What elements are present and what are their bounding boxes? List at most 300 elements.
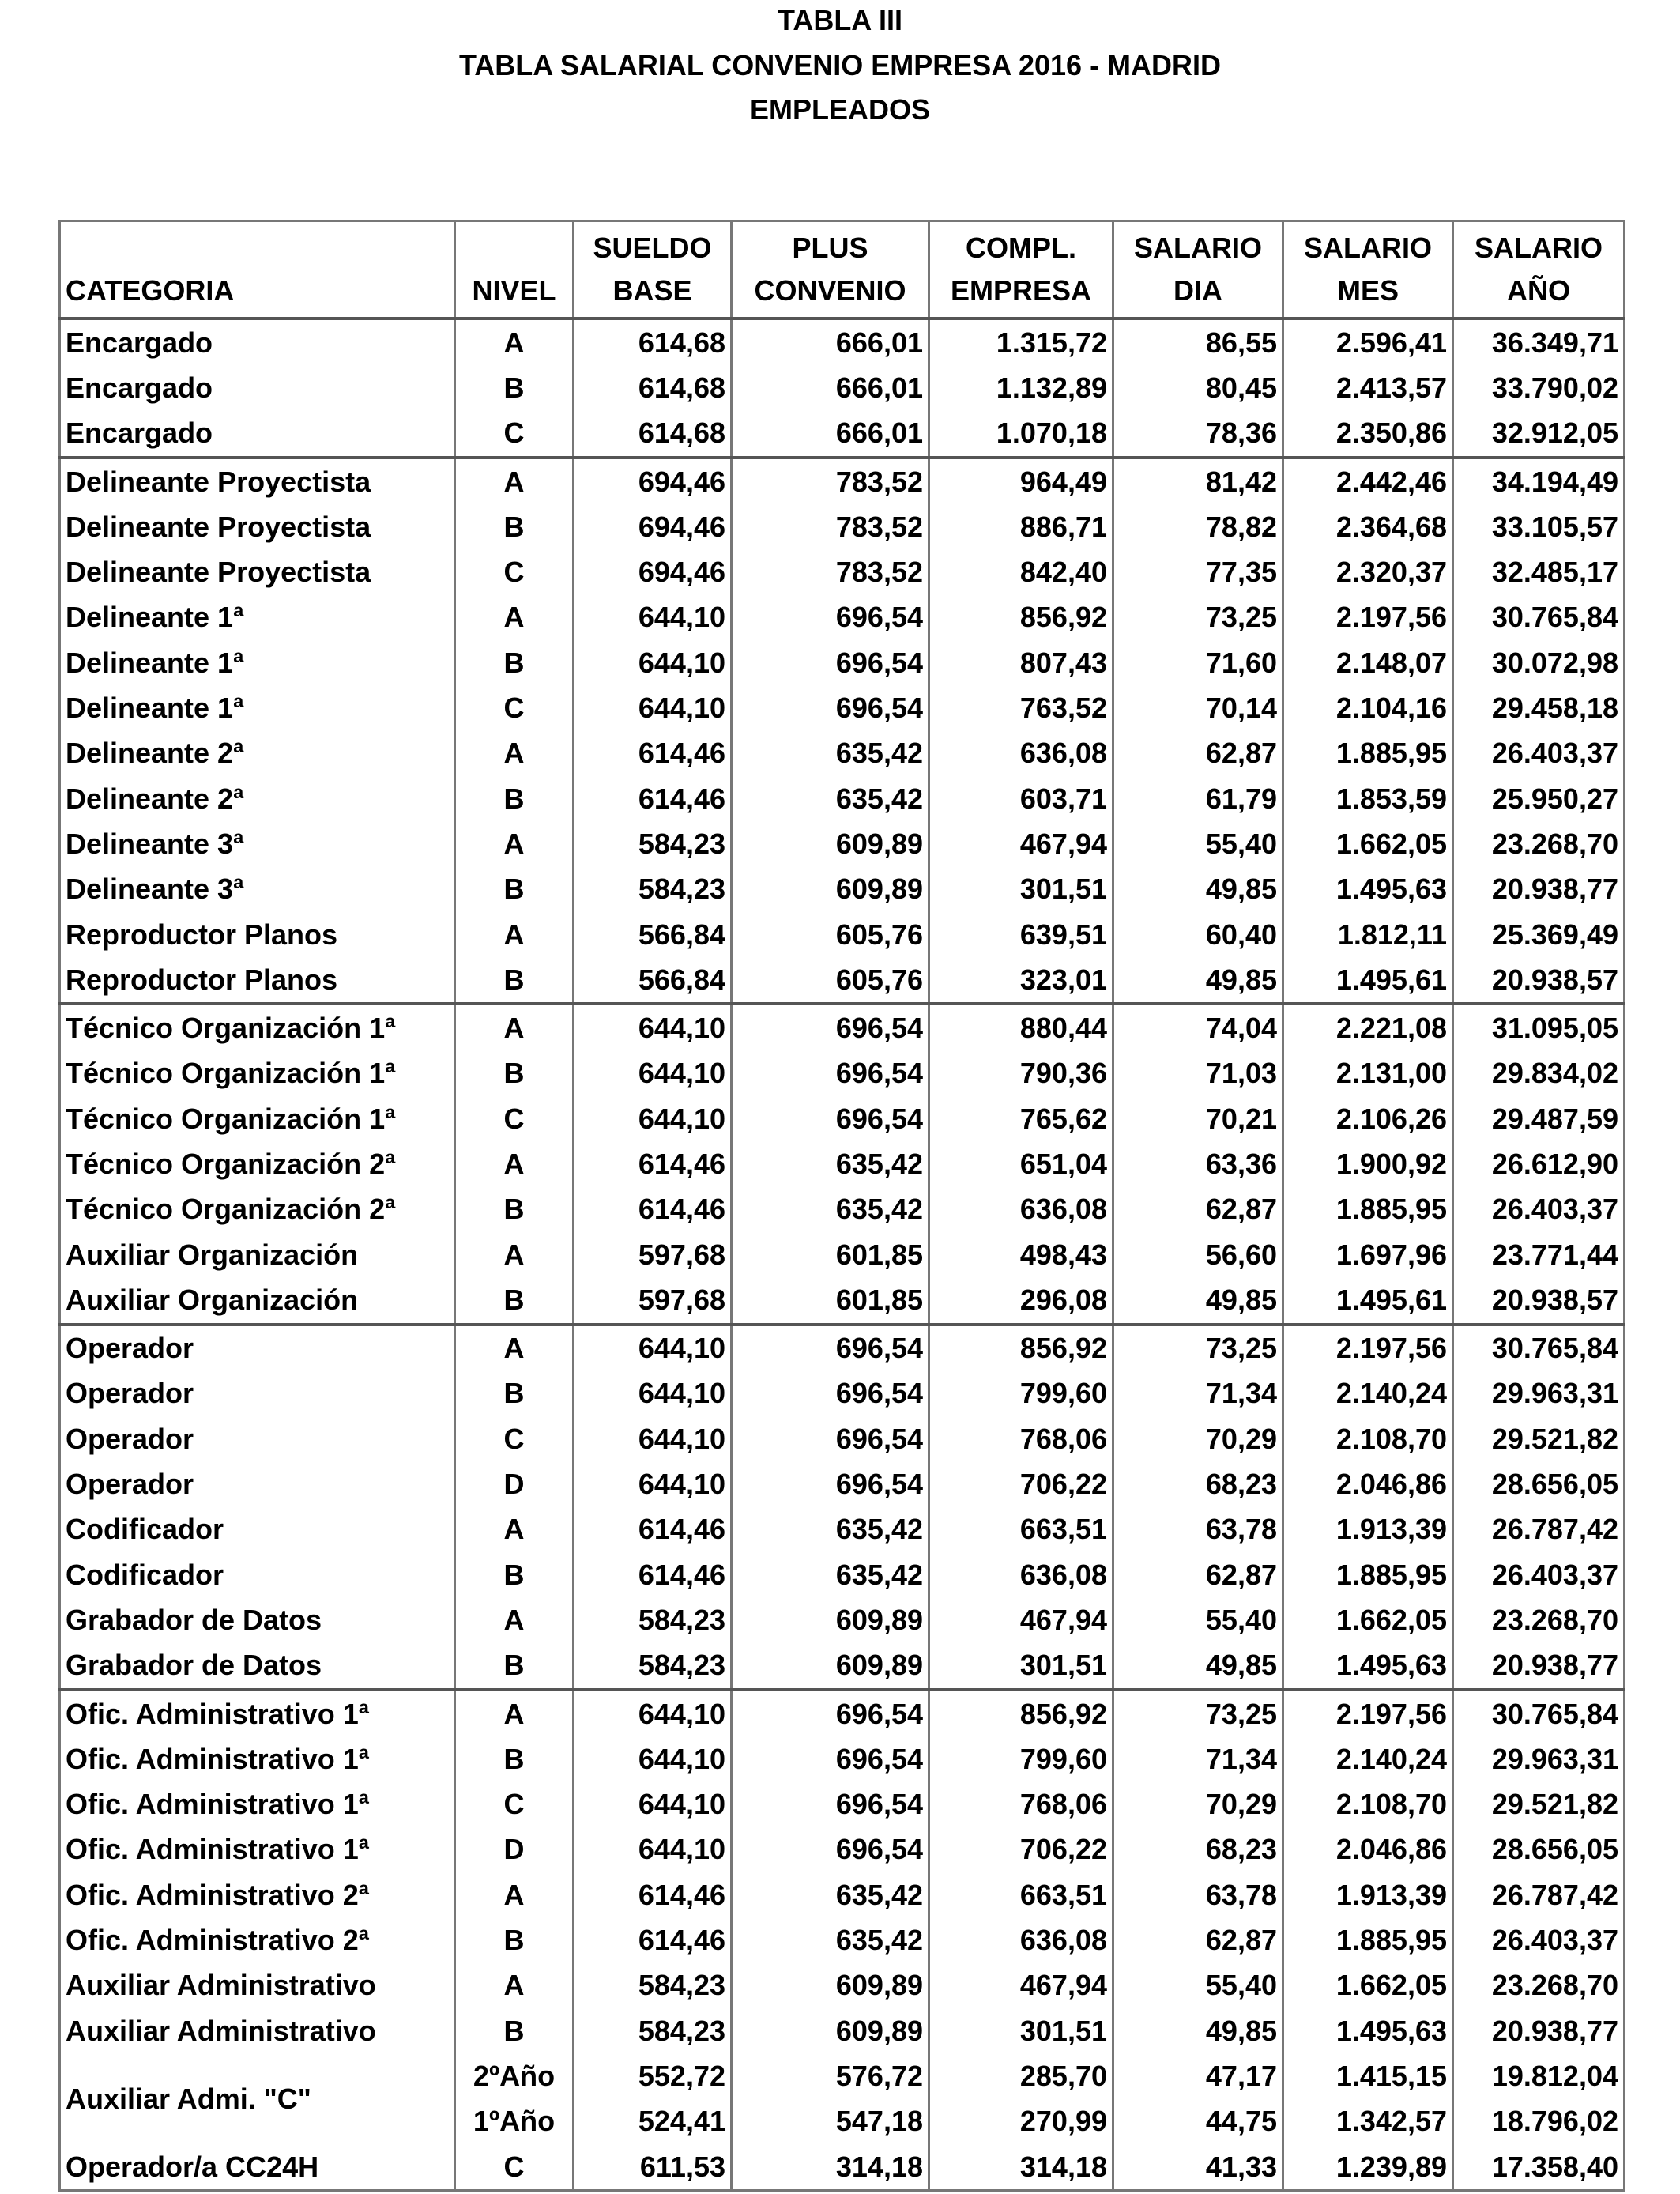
cell-salario-mes: 1.662,05 — [1283, 821, 1453, 866]
cell-plus-convenio: 635,42 — [732, 1141, 929, 1186]
cell-salario-ano: 29.963,31 — [1453, 1371, 1625, 1416]
cell-salario-mes: 1.495,63 — [1283, 867, 1453, 912]
cell-compl-empresa: 651,04 — [929, 1141, 1113, 1186]
cell-salario-dia: 86,55 — [1113, 319, 1283, 365]
cell-sueldo-base: 644,10 — [574, 1416, 732, 1461]
cell-salario-mes: 2.364,68 — [1283, 504, 1453, 549]
document-subtitle: TABLA SALARIAL CONVENIO EMPRESA 2016 - MADRID — [458, 49, 1222, 81]
table-row — [60, 640, 1625, 685]
cell-categoria: Operador — [60, 1461, 455, 1506]
cell-compl-empresa: 706,22 — [929, 1827, 1113, 1872]
cell-salario-mes: 2.320,37 — [1283, 549, 1453, 594]
cell-salario-mes: 1.913,39 — [1283, 1507, 1453, 1552]
cell-salario-mes: 2.140,24 — [1283, 1736, 1453, 1781]
cell-salario-mes: 2.221,08 — [1283, 1004, 1453, 1050]
cell-salario-ano: 23.771,44 — [1453, 1232, 1625, 1277]
table-row — [60, 2144, 1625, 2191]
cell-salario-mes: 2.197,56 — [1283, 1690, 1453, 1736]
cell-salario-mes: 1.885,95 — [1283, 1917, 1453, 1962]
cell-salario-mes: 1.495,63 — [1283, 1643, 1453, 1690]
table-row — [60, 867, 1625, 912]
cell-salario-ano: 19.812,04 — [1453, 2053, 1625, 2098]
cell-plus-convenio: 696,54 — [732, 1371, 929, 1416]
cell-nivel: C — [455, 549, 574, 594]
cell-categoria: Delineante 2ª — [60, 731, 455, 776]
cell-compl-empresa: 323,01 — [929, 957, 1113, 1004]
cell-plus-convenio: 696,54 — [732, 1461, 929, 1506]
cell-sueldo-base: 611,53 — [574, 2144, 732, 2191]
cell-salario-mes: 1.495,61 — [1283, 1277, 1453, 1324]
cell-compl-empresa: 1.315,72 — [929, 319, 1113, 365]
cell-plus-convenio: 696,54 — [732, 640, 929, 685]
cell-plus-convenio: 635,42 — [732, 1552, 929, 1597]
table-row — [60, 2053, 1625, 2098]
cell-nivel: B — [455, 2008, 574, 2053]
cell-sueldo-base: 524,41 — [574, 2099, 732, 2144]
cell-salario-mes: 1.495,63 — [1283, 2008, 1453, 2053]
cell-salario-dia: 63,78 — [1113, 1507, 1283, 1552]
cell-nivel: B — [455, 867, 574, 912]
cell-plus-convenio: 635,42 — [732, 1507, 929, 1552]
cell-salario-dia: 55,40 — [1113, 1963, 1283, 2008]
cell-salario-dia: 47,17 — [1113, 2053, 1283, 2098]
cell-compl-empresa: 467,94 — [929, 1963, 1113, 2008]
cell-plus-convenio: 609,89 — [732, 1597, 929, 1642]
cell-salario-mes: 1.239,89 — [1283, 2144, 1453, 2191]
table-row — [60, 1872, 1625, 1917]
cell-salario-mes: 1.662,05 — [1283, 1597, 1453, 1642]
cell-salario-mes: 1.342,57 — [1283, 2099, 1453, 2144]
cell-categoria: Auxiliar Organización — [60, 1232, 455, 1277]
cell-salario-dia: 70,29 — [1113, 1416, 1283, 1461]
cell-salario-mes: 2.140,24 — [1283, 1371, 1453, 1416]
cell-plus-convenio: 609,89 — [732, 1643, 929, 1690]
cell-nivel: A — [455, 912, 574, 957]
cell-categoria: Delineante 3ª — [60, 821, 455, 866]
cell-nivel: A — [455, 1872, 574, 1917]
cell-salario-dia: 68,23 — [1113, 1461, 1283, 1506]
cell-sueldo-base: 644,10 — [574, 1096, 732, 1141]
header-categoria: CATEGORIA — [60, 221, 455, 319]
cell-nivel: C — [455, 2144, 574, 2191]
cell-nivel: A — [455, 1690, 574, 1736]
table-row — [60, 1552, 1625, 1597]
cell-salario-dia: 62,87 — [1113, 1917, 1283, 1962]
cell-plus-convenio: 601,85 — [732, 1232, 929, 1277]
cell-compl-empresa: 799,60 — [929, 1736, 1113, 1781]
cell-salario-dia: 56,60 — [1113, 1232, 1283, 1277]
table-row — [60, 504, 1625, 549]
cell-plus-convenio: 696,54 — [732, 1690, 929, 1736]
cell-categoria: Delineante 1ª — [60, 685, 455, 730]
cell-salario-ano: 20.938,57 — [1453, 957, 1625, 1004]
cell-sueldo-base: 614,68 — [574, 319, 732, 365]
cell-nivel: B — [455, 957, 574, 1004]
header-sueldo-base: SUELDO BASE — [574, 221, 732, 319]
cell-salario-ano: 33.790,02 — [1453, 365, 1625, 410]
cell-sueldo-base: 614,46 — [574, 1187, 732, 1232]
cell-categoria: Grabador de Datos — [60, 1643, 455, 1690]
table-row — [60, 685, 1625, 730]
cell-compl-empresa: 636,08 — [929, 1552, 1113, 1597]
cell-salario-ano: 26.403,37 — [1453, 1187, 1625, 1232]
cell-plus-convenio: 635,42 — [732, 776, 929, 821]
cell-salario-mes: 2.108,70 — [1283, 1416, 1453, 1461]
cell-compl-empresa: 768,06 — [929, 1782, 1113, 1827]
cell-sueldo-base: 644,10 — [574, 1782, 732, 1827]
cell-nivel: A — [455, 458, 574, 504]
cell-salario-dia: 62,87 — [1113, 1552, 1283, 1597]
cell-salario-dia: 68,23 — [1113, 1827, 1283, 1872]
cell-plus-convenio: 635,42 — [732, 1872, 929, 1917]
cell-plus-convenio: 696,54 — [732, 1325, 929, 1371]
cell-salario-dia: 78,36 — [1113, 411, 1283, 458]
cell-plus-convenio: 547,18 — [732, 2099, 929, 2144]
cell-nivel: A — [455, 731, 574, 776]
table-row — [60, 1643, 1625, 1690]
cell-salario-mes: 2.046,86 — [1283, 1827, 1453, 1872]
cell-compl-empresa: 807,43 — [929, 640, 1113, 685]
cell-categoria: Técnico Organización 2ª — [60, 1187, 455, 1232]
cell-salario-ano: 30.072,98 — [1453, 640, 1625, 685]
cell-nivel: A — [455, 1232, 574, 1277]
cell-nivel: C — [455, 1782, 574, 1827]
table-row — [60, 1827, 1625, 1872]
cell-plus-convenio: 696,54 — [732, 1782, 929, 1827]
cell-plus-convenio: 635,42 — [732, 1917, 929, 1962]
cell-sueldo-base: 584,23 — [574, 867, 732, 912]
cell-salario-dia: 70,29 — [1113, 1782, 1283, 1827]
cell-salario-ano: 30.765,84 — [1453, 595, 1625, 640]
cell-salario-dia: 44,75 — [1113, 2099, 1283, 2144]
cell-salario-mes: 2.148,07 — [1283, 640, 1453, 685]
cell-plus-convenio: 696,54 — [732, 685, 929, 730]
cell-nivel: C — [455, 685, 574, 730]
cell-sueldo-base: 614,46 — [574, 1917, 732, 1962]
table-row — [60, 1782, 1625, 1827]
cell-salario-dia: 49,85 — [1113, 1643, 1283, 1690]
cell-nivel: B — [455, 1917, 574, 1962]
cell-salario-mes: 2.106,26 — [1283, 1096, 1453, 1141]
cell-salario-mes: 2.197,56 — [1283, 1325, 1453, 1371]
cell-salario-ano: 25.369,49 — [1453, 912, 1625, 957]
cell-plus-convenio: 696,54 — [732, 1004, 929, 1050]
cell-plus-convenio: 696,54 — [732, 1736, 929, 1781]
table-row — [60, 411, 1625, 458]
cell-categoria: Técnico Organización 1ª — [60, 1096, 455, 1141]
cell-plus-convenio: 696,54 — [732, 1051, 929, 1096]
cell-salario-dia: 55,40 — [1113, 821, 1283, 866]
cell-categoria: Delineante Proyectista — [60, 504, 455, 549]
cell-salario-ano: 29.963,31 — [1453, 1736, 1625, 1781]
cell-salario-dia: 60,40 — [1113, 912, 1283, 957]
cell-compl-empresa: 842,40 — [929, 549, 1113, 594]
cell-salario-dia: 71,03 — [1113, 1051, 1283, 1096]
cell-salario-ano: 36.349,71 — [1453, 319, 1625, 365]
cell-plus-convenio: 609,89 — [732, 821, 929, 866]
cell-nivel: C — [455, 1096, 574, 1141]
table-row — [60, 1690, 1625, 1736]
cell-compl-empresa: 314,18 — [929, 2144, 1113, 2191]
table-body — [60, 319, 1625, 2191]
cell-categoria: Ofic. Administrativo 1ª — [60, 1690, 455, 1736]
cell-salario-ano: 34.194,49 — [1453, 458, 1625, 504]
table-row — [60, 365, 1625, 410]
salary-table — [58, 220, 1625, 2192]
cell-sueldo-base: 614,46 — [574, 731, 732, 776]
document-section-title: EMPLEADOS — [749, 93, 931, 126]
cell-plus-convenio: 696,54 — [732, 1096, 929, 1141]
cell-plus-convenio: 783,52 — [732, 458, 929, 504]
cell-nivel: B — [455, 1643, 574, 1690]
cell-categoria: Técnico Organización 1ª — [60, 1051, 455, 1096]
cell-salario-mes: 1.885,95 — [1283, 731, 1453, 776]
cell-sueldo-base: 644,10 — [574, 1736, 732, 1781]
cell-nivel: B — [455, 776, 574, 821]
table-row — [60, 1051, 1625, 1096]
cell-compl-empresa: 856,92 — [929, 1325, 1113, 1371]
table-row — [60, 1004, 1625, 1050]
cell-compl-empresa: 886,71 — [929, 504, 1113, 549]
cell-salario-mes: 1.662,05 — [1283, 1963, 1453, 2008]
cell-plus-convenio: 783,52 — [732, 549, 929, 594]
cell-plus-convenio: 696,54 — [732, 1827, 929, 1872]
cell-salario-dia: 49,85 — [1113, 867, 1283, 912]
cell-plus-convenio: 696,54 — [732, 595, 929, 640]
cell-compl-empresa: 636,08 — [929, 731, 1113, 776]
cell-salario-dia: 63,36 — [1113, 1141, 1283, 1186]
cell-salario-dia: 71,34 — [1113, 1371, 1283, 1416]
cell-salario-ano: 26.787,42 — [1453, 1872, 1625, 1917]
cell-salario-ano: 20.938,57 — [1453, 1277, 1625, 1324]
cell-salario-dia: 73,25 — [1113, 595, 1283, 640]
table-row — [60, 1963, 1625, 2008]
cell-categoria: Encargado — [60, 411, 455, 458]
cell-sueldo-base: 614,46 — [574, 1507, 732, 1552]
cell-compl-empresa: 765,62 — [929, 1096, 1113, 1141]
cell-sueldo-base: 614,68 — [574, 365, 732, 410]
cell-salario-dia: 73,25 — [1113, 1690, 1283, 1736]
cell-salario-dia: 70,14 — [1113, 685, 1283, 730]
cell-salario-mes: 1.812,11 — [1283, 912, 1453, 957]
cell-salario-dia: 62,87 — [1113, 731, 1283, 776]
cell-nivel: B — [455, 1187, 574, 1232]
cell-compl-empresa: 636,08 — [929, 1917, 1113, 1962]
cell-categoria: Ofic. Administrativo 1ª — [60, 1782, 455, 1827]
cell-categoria: Operador/a CC24H — [60, 2144, 455, 2191]
cell-compl-empresa: 1.070,18 — [929, 411, 1113, 458]
cell-salario-dia: 49,85 — [1113, 957, 1283, 1004]
cell-nivel: D — [455, 1827, 574, 1872]
cell-salario-ano: 20.938,77 — [1453, 867, 1625, 912]
cell-compl-empresa: 301,51 — [929, 867, 1113, 912]
cell-salario-dia: 62,87 — [1113, 1187, 1283, 1232]
cell-salario-dia: 41,33 — [1113, 2144, 1283, 2191]
cell-compl-empresa: 663,51 — [929, 1872, 1113, 1917]
cell-nivel: B — [455, 1736, 574, 1781]
cell-salario-ano: 28.656,05 — [1453, 1827, 1625, 1872]
cell-salario-mes: 2.197,56 — [1283, 595, 1453, 640]
cell-compl-empresa: 799,60 — [929, 1371, 1113, 1416]
cell-categoria: Delineante 1ª — [60, 595, 455, 640]
cell-nivel: 1ºAño — [455, 2099, 574, 2144]
cell-sueldo-base: 552,72 — [574, 2053, 732, 2098]
cell-salario-dia: 49,85 — [1113, 2008, 1283, 2053]
cell-salario-mes: 1.900,92 — [1283, 1141, 1453, 1186]
cell-categoria: Ofic. Administrativo 2ª — [60, 1872, 455, 1917]
header-nivel: NIVEL — [455, 221, 574, 319]
cell-nivel: B — [455, 1371, 574, 1416]
cell-categoria: Ofic. Administrativo 1ª — [60, 1736, 455, 1781]
cell-plus-convenio: 783,52 — [732, 504, 929, 549]
cell-compl-empresa: 763,52 — [929, 685, 1113, 730]
cell-sueldo-base: 566,84 — [574, 912, 732, 957]
cell-categoria: Delineante 2ª — [60, 776, 455, 821]
cell-salario-ano: 26.403,37 — [1453, 1917, 1625, 1962]
cell-salario-dia: 80,45 — [1113, 365, 1283, 410]
cell-sueldo-base: 644,10 — [574, 1004, 732, 1050]
cell-salario-mes: 2.442,46 — [1283, 458, 1453, 504]
cell-salario-mes: 2.596,41 — [1283, 319, 1453, 365]
cell-salario-ano: 28.656,05 — [1453, 1461, 1625, 1506]
table-header-row — [60, 221, 1625, 319]
cell-sueldo-base: 644,10 — [574, 640, 732, 685]
cell-salario-mes: 1.415,15 — [1283, 2053, 1453, 2098]
cell-nivel: C — [455, 1416, 574, 1461]
table-row — [60, 1371, 1625, 1416]
cell-compl-empresa: 663,51 — [929, 1507, 1113, 1552]
cell-compl-empresa: 706,22 — [929, 1461, 1113, 1506]
cell-compl-empresa: 296,08 — [929, 1277, 1113, 1324]
cell-salario-mes: 1.495,61 — [1283, 957, 1453, 1004]
cell-salario-ano: 29.834,02 — [1453, 1051, 1625, 1096]
cell-salario-ano: 25.950,27 — [1453, 776, 1625, 821]
cell-compl-empresa: 301,51 — [929, 1643, 1113, 1690]
cell-sueldo-base: 597,68 — [574, 1277, 732, 1324]
cell-compl-empresa: 964,49 — [929, 458, 1113, 504]
table-row — [60, 1325, 1625, 1371]
cell-salario-dia: 61,79 — [1113, 776, 1283, 821]
cell-salario-ano: 30.765,84 — [1453, 1690, 1625, 1736]
cell-plus-convenio: 576,72 — [732, 2053, 929, 2098]
cell-nivel: B — [455, 504, 574, 549]
cell-compl-empresa: 467,94 — [929, 821, 1113, 866]
header-salario-mes: SALARIO MES — [1283, 221, 1453, 319]
cell-compl-empresa: 498,43 — [929, 1232, 1113, 1277]
cell-categoria: Auxiliar Administrativo — [60, 1963, 455, 2008]
cell-salario-ano: 20.938,77 — [1453, 1643, 1625, 1690]
cell-categoria: Encargado — [60, 365, 455, 410]
cell-salario-dia: 55,40 — [1113, 1597, 1283, 1642]
cell-nivel: A — [455, 319, 574, 365]
cell-nivel: A — [455, 821, 574, 866]
cell-salario-dia: 49,85 — [1113, 1277, 1283, 1324]
cell-salario-ano: 26.612,90 — [1453, 1141, 1625, 1186]
cell-categoria: Delineante 1ª — [60, 640, 455, 685]
cell-compl-empresa: 639,51 — [929, 912, 1113, 957]
cell-categoria: Delineante Proyectista — [60, 458, 455, 504]
cell-categoria: Ofic. Administrativo 2ª — [60, 1917, 455, 1962]
cell-salario-ano: 23.268,70 — [1453, 1597, 1625, 1642]
cell-sueldo-base: 644,10 — [574, 685, 732, 730]
table-row — [60, 1917, 1625, 1962]
header-salario-dia: SALARIO DIA — [1113, 221, 1283, 319]
cell-plus-convenio: 605,76 — [732, 912, 929, 957]
table-row — [60, 1507, 1625, 1552]
cell-salario-mes: 2.108,70 — [1283, 1782, 1453, 1827]
cell-sueldo-base: 614,46 — [574, 1552, 732, 1597]
cell-salario-dia: 81,42 — [1113, 458, 1283, 504]
cell-compl-empresa: 270,99 — [929, 2099, 1113, 2144]
cell-salario-ano: 29.521,82 — [1453, 1782, 1625, 1827]
cell-sueldo-base: 644,10 — [574, 1690, 732, 1736]
cell-salario-ano: 23.268,70 — [1453, 1963, 1625, 2008]
cell-sueldo-base: 614,46 — [574, 1141, 732, 1186]
cell-sueldo-base: 644,10 — [574, 1051, 732, 1096]
table-row — [60, 1096, 1625, 1141]
cell-sueldo-base: 614,46 — [574, 776, 732, 821]
cell-nivel: 2ºAño — [455, 2053, 574, 2098]
cell-sueldo-base: 644,10 — [574, 1827, 732, 1872]
cell-salario-ano: 29.458,18 — [1453, 685, 1625, 730]
cell-categoria: Delineante 3ª — [60, 867, 455, 912]
cell-salario-dia: 71,60 — [1113, 640, 1283, 685]
header-salario-ano: SALARIO AÑO — [1453, 221, 1625, 319]
header-compl-empresa: COMPL. EMPRESA — [929, 221, 1113, 319]
cell-salario-dia: 73,25 — [1113, 1325, 1283, 1371]
cell-nivel: A — [455, 595, 574, 640]
cell-sueldo-base: 584,23 — [574, 1597, 732, 1642]
cell-categoria: Técnico Organización 2ª — [60, 1141, 455, 1186]
table-row — [60, 957, 1625, 1004]
cell-salario-ano: 31.095,05 — [1453, 1004, 1625, 1050]
cell-plus-convenio: 609,89 — [732, 867, 929, 912]
cell-sueldo-base: 694,46 — [574, 504, 732, 549]
cell-salario-ano: 33.105,57 — [1453, 504, 1625, 549]
cell-salario-mes: 2.350,86 — [1283, 411, 1453, 458]
cell-salario-ano: 20.938,77 — [1453, 2008, 1625, 2053]
cell-categoria: Codificador — [60, 1507, 455, 1552]
cell-salario-ano: 26.787,42 — [1453, 1507, 1625, 1552]
cell-salario-mes: 2.131,00 — [1283, 1051, 1453, 1096]
cell-compl-empresa: 636,08 — [929, 1187, 1113, 1232]
cell-plus-convenio: 635,42 — [732, 1187, 929, 1232]
table-row — [60, 319, 1625, 365]
cell-salario-dia: 78,82 — [1113, 504, 1283, 549]
cell-categoria: Operador — [60, 1371, 455, 1416]
cell-salario-dia: 71,34 — [1113, 1736, 1283, 1781]
cell-sueldo-base: 584,23 — [574, 2008, 732, 2053]
cell-categoria: Operador — [60, 1416, 455, 1461]
cell-plus-convenio: 601,85 — [732, 1277, 929, 1324]
cell-categoria: Auxiliar Admi. "C" — [60, 2053, 455, 2144]
table-row — [60, 1187, 1625, 1232]
cell-salario-ano: 26.403,37 — [1453, 1552, 1625, 1597]
cell-salario-dia: 77,35 — [1113, 549, 1283, 594]
cell-plus-convenio: 609,89 — [732, 1963, 929, 2008]
cell-salario-mes: 1.885,95 — [1283, 1552, 1453, 1597]
cell-nivel: D — [455, 1461, 574, 1506]
cell-nivel: A — [455, 1141, 574, 1186]
cell-categoria: Auxiliar Organización — [60, 1277, 455, 1324]
table-row — [60, 549, 1625, 594]
cell-nivel: B — [455, 640, 574, 685]
cell-salario-dia: 70,21 — [1113, 1096, 1283, 1141]
table-row — [60, 458, 1625, 504]
table-row — [60, 1461, 1625, 1506]
cell-nivel: A — [455, 1004, 574, 1050]
cell-plus-convenio: 314,18 — [732, 2144, 929, 2191]
